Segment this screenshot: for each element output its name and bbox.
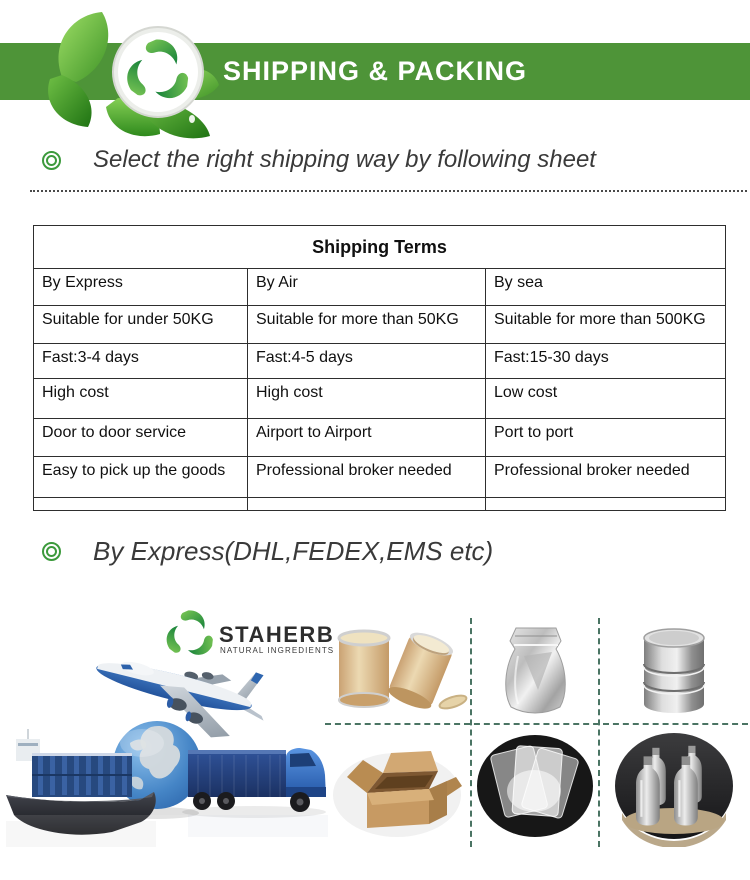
table-cell: Professional broker needed xyxy=(248,457,486,498)
table-row xyxy=(34,306,726,344)
table-cell: Fast:4-5 days xyxy=(248,344,486,379)
carton-box-photo xyxy=(325,725,470,847)
table-cell: High cost xyxy=(34,379,248,419)
table-row xyxy=(34,379,726,419)
table-cell: Professional broker needed xyxy=(486,457,726,498)
column-header: By Air xyxy=(248,269,486,306)
table-row xyxy=(34,457,726,498)
stainless-steel-drum-photo xyxy=(600,616,748,721)
table-row xyxy=(34,344,726,379)
heading-select-shipping-way xyxy=(42,146,596,174)
table-cell: Door to door service xyxy=(34,419,248,457)
table-empty-row xyxy=(34,498,726,511)
dotted-separator xyxy=(30,190,747,192)
brand-tagline: NATURAL INGREDIENTS xyxy=(220,646,335,655)
heading-text: Select the right shipping way by following sheet xyxy=(93,146,596,173)
column-header: By Express xyxy=(34,269,248,306)
reflection xyxy=(2,815,347,861)
table-cell: Fast:15-30 days xyxy=(486,344,726,379)
plastic-bags-photo xyxy=(472,725,598,847)
aluminum-foil-bag-photo xyxy=(472,616,598,721)
banner-title: SHIPPING & PACKING xyxy=(222,56,528,86)
double-circle-bullet-icon xyxy=(42,542,61,561)
staherb-logo-icon xyxy=(161,610,334,660)
shipping-terms-table xyxy=(33,225,726,511)
table-row xyxy=(34,419,726,457)
truck-icon xyxy=(182,748,326,818)
heading-text: By Express(DHL,FEDEX,EMS etc) xyxy=(93,536,494,566)
aluminum-bottles-photo xyxy=(600,725,748,847)
table-cell: Suitable for more than 500KG xyxy=(486,306,726,344)
table-cell: Suitable for more than 50KG xyxy=(248,306,486,344)
table-cell: Easy to pick up the goods xyxy=(34,457,248,498)
table-cell-empty xyxy=(248,498,486,511)
heading-by-express xyxy=(42,536,493,567)
fiber-drums-photo xyxy=(325,616,470,721)
column-header: By sea xyxy=(486,269,726,306)
table-cell: Port to port xyxy=(486,419,726,457)
table-cell-empty xyxy=(34,498,248,511)
recycle-leaf-emblem-icon xyxy=(42,6,220,140)
table-title-row xyxy=(34,226,726,269)
table-header-row xyxy=(34,269,726,306)
packaging-grid xyxy=(325,616,748,848)
table-cell-empty xyxy=(486,498,726,511)
brand-name: STAHERB xyxy=(219,622,335,647)
table-cell: Fast:3-4 days xyxy=(34,344,248,379)
logistics-illustration xyxy=(2,605,347,873)
table-cell: Low cost xyxy=(486,379,726,419)
double-circle-bullet-icon xyxy=(42,151,61,170)
table-cell: Airport to Airport xyxy=(248,419,486,457)
table-cell: High cost xyxy=(248,379,486,419)
table-title: Shipping Terms xyxy=(34,226,726,269)
table-cell: Suitable for under 50KG xyxy=(34,306,248,344)
